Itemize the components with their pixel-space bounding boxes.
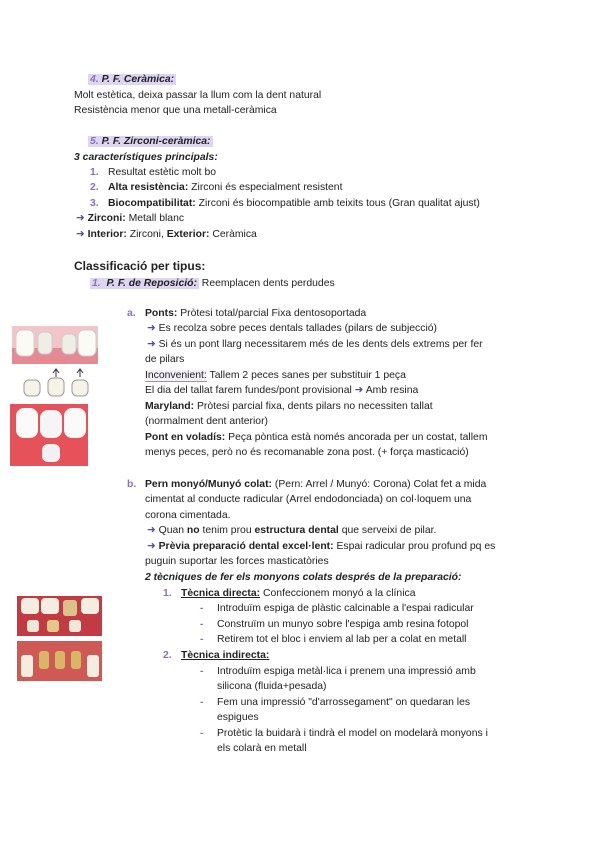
voladis-line: Pont en voladís: Peça pòntica està només ancorada per un costat, tallem [145,432,488,443]
arrow-icon: ➜ [147,339,156,350]
arrow-icon: ➜ [147,541,156,552]
ponts-heading: a. Ponts: Pròtesi total/parcial Fixa dentosoportada [127,308,367,319]
pern-heading: b. Pern monyó/Munyó colat: (Pern: Arrel / Munyó: Corona) Colat fet a mida [127,479,487,490]
section-4-heading: 4. P. F. Ceràmica: [90,74,175,85]
pern-line-3: corona cimentada. [145,510,231,521]
s4-line2: Resistència menor que una metall-ceràmica [74,105,277,116]
bridge-image-2 [22,368,90,398]
section-5-title: P. F. Zirconi-ceràmica: [101,136,211,147]
pern-arrow-2: ➜ Prèvia preparació dental excel·lent: Espai radicular prou profund pq es [147,541,496,552]
classif-sub: 1. P. F. de Reposició: Reemplacen dents perdudes [92,278,335,289]
maryland-line-2: (normalment dent anterior) [145,416,269,427]
pern-line-2: cimentat al conducte radicular (Arrel endodonciada) on col·loquem una [145,494,472,505]
s5-item-3: 3. Biocompatibilitat: Zirconi és biocompatible amb teixits tous (Gran qualitat ajust) [90,198,480,209]
arrow-icon: ➜ [147,323,156,334]
interior-line: ➜ Interior: Zirconi, Exterior: Ceràmica [76,229,257,240]
s4-line1: Molt estètica, deixa passar la llum com la dent natural [74,90,322,101]
dia-line: El dia del tallat farem fundes/pont provisional ➜ Amb resina [145,385,419,396]
inconvenient-line: Inconvenient: Tallem 2 peces sanes per substituir 1 peça [145,370,406,381]
arrow-icon: ➜ [147,525,156,536]
zirconi-line: ➜ Zirconi: Metall blanc [76,213,185,224]
ponts-arrow-2: ➜ Si és un pont llarg necessitarem més de les dents dels extrems per fer [147,339,483,350]
tech-2-item-2-cont: espigues [217,712,259,723]
tech-2-item-3: - Protètic la buidarà i tindrà el model on modelarà monyons i [200,728,488,739]
tech-2-item-3-cont: els colarà en metall [217,743,307,754]
ponts-arrow-2-cont: de pilars [145,354,185,365]
tech-1-heading: 1. Tècnica directa: Confeccionem monyó a la clínica [163,588,416,599]
tech-1-item-2: - Construïm un munyo sobre l'espiga amb resina fotopol [200,619,469,630]
s5-subtitle: 3 característiques principals: [74,152,218,163]
arrow-icon: ➜ [76,213,85,224]
classification-heading: Classificació per tipus: [74,259,206,273]
bridge-image-1 [12,326,98,364]
techniques-heading: 2 tècniques de fer els monyons colats després de la preparació: [145,572,462,583]
s5-item-2: 2. Alta resistència: Zirconi és especialment resistent [90,182,343,193]
section-4-title: P. F. Ceràmica: [101,74,175,85]
tech-1-item-1: - Introduïm espiga de plàstic calcinable a l'espai radicular [200,603,474,614]
arrow-icon: ➜ [354,385,364,396]
voladis-line-2: menys peces, però no és recomanable zona post. (+ força masticació) [145,447,469,458]
tech-2-item-2: - Fem una impressió "d'arrossegament" on quedaran les [200,697,471,708]
bridge-image-3 [10,404,88,466]
arrow-icon: ➜ [76,229,85,240]
post-core-image-1 [17,596,102,636]
tech-2-item-1: - Introduïm espiga metàl·lica i prenem una impressió amb [200,666,476,677]
tech-1-item-3: - Retirem tot el bloc i enviem al lab per a colat en metall [200,634,467,645]
s5-item-1: 1. Resultat estètic molt bo [90,167,216,178]
post-core-image-2 [17,641,102,681]
pern-arrow-2-cont: puguin suportar les forces masticatòries [145,556,329,567]
section-5-heading: 5. P. F. Zirconi-ceràmica: [90,136,211,147]
maryland-line: Maryland: Pròtesi parcial fixa, dents pilars no necessiten tallat [145,401,433,412]
ponts-arrow-1: ➜ Es recolza sobre peces dentals tallades (pilars de subjecció) [147,323,437,334]
tech-2-heading: 2. Tècnica indirecta: [163,650,270,661]
tech-2-item-1-cont: silicona (fluida+pesada) [217,681,327,692]
pern-arrow-1: ➜ Quan no tenim prou estructura dental que serveixi de pilar. [147,525,437,536]
